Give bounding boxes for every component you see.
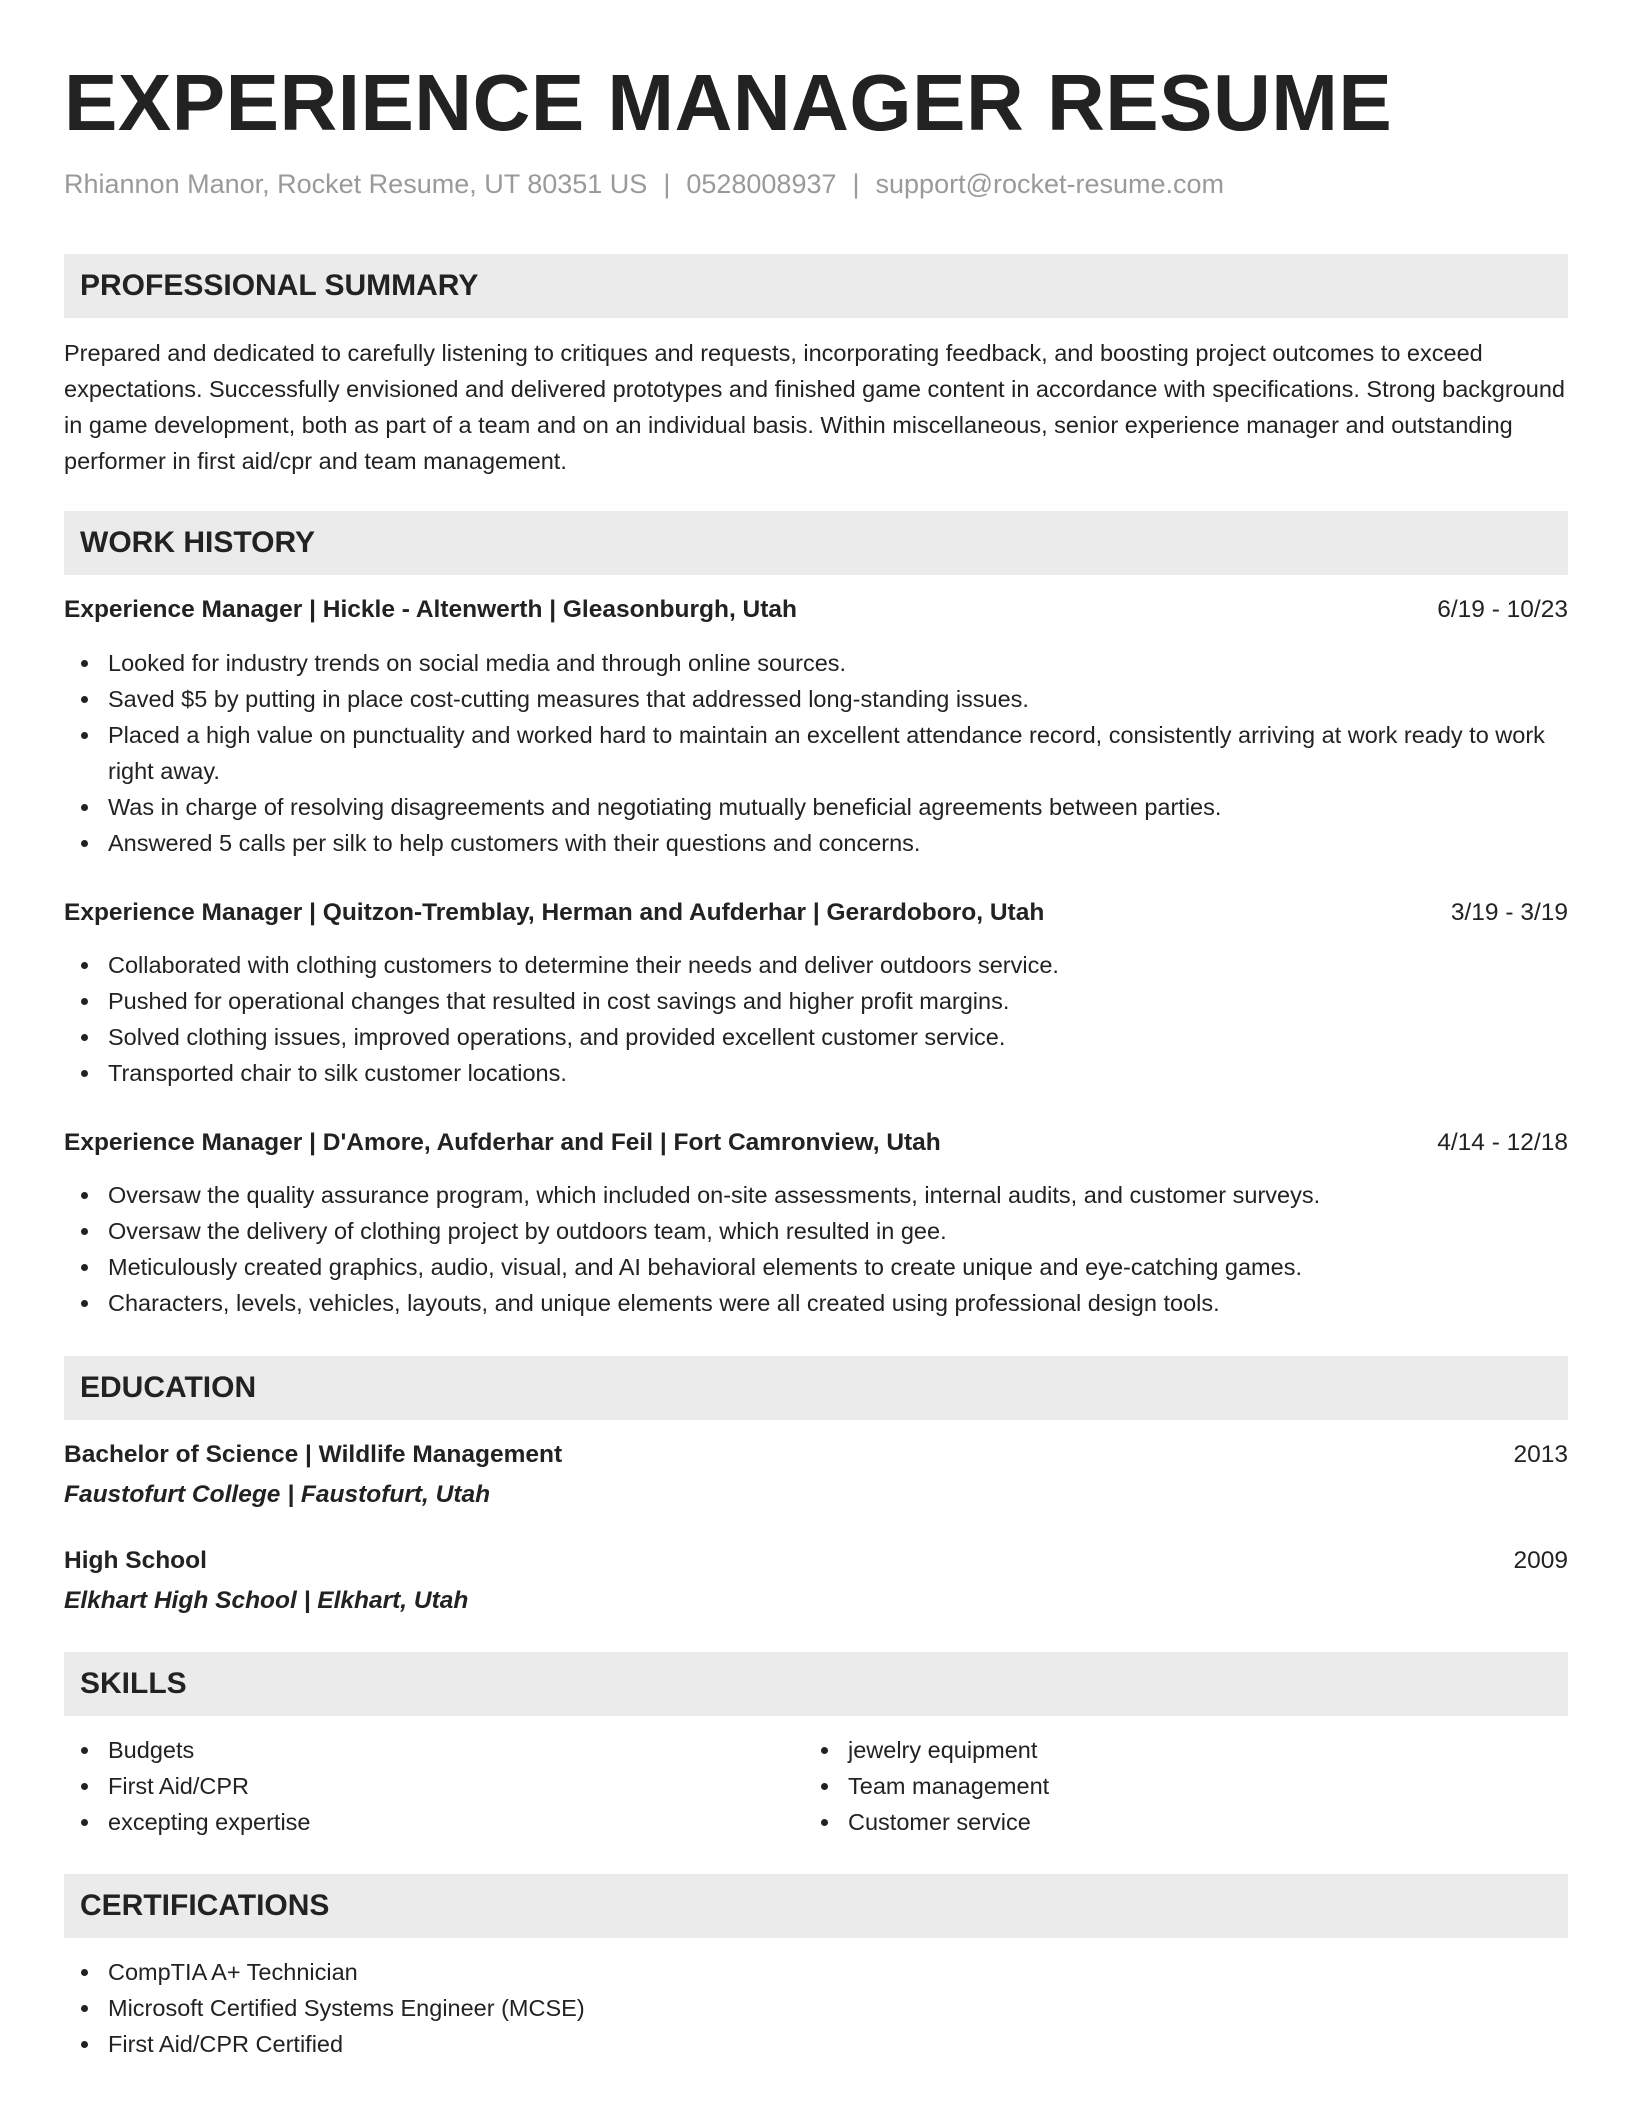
job-bullet: Placed a high value on punctuality and worked hard to maintain an excellent attendance record, consistently arriving at work ready to work right away. — [64, 717, 1568, 789]
education-degree: Bachelor of Science | Wildlife Management — [64, 1441, 563, 1468]
job-bullet: Solved clothing issues, improved operations, and provided excellent customer service. — [64, 1019, 1568, 1055]
skills-column-left — [64, 1732, 804, 1840]
job-title: Experience Manager | D'Amore, Aufderhar and Feil | Fort Camronview, Utah — [64, 1129, 941, 1156]
section-header-work-history: WORK HISTORY — [64, 511, 1568, 575]
job-bullet: Oversaw the quality assurance program, which included on-site assessments, internal audits, and customer surveys. — [64, 1177, 1568, 1213]
job-dates: 6/19 - 10/23 — [1437, 596, 1568, 623]
contact-separator: | — [852, 169, 860, 199]
job-bullets — [64, 947, 1568, 1091]
certification-item: Microsoft Certified Systems Engineer (MCSE) — [64, 1990, 1568, 2026]
contact-separator: | — [663, 169, 671, 199]
job-bullet: Meticulously created graphics, audio, visual, and AI behavioral elements to create unique and eye-catching games. — [64, 1249, 1568, 1285]
job-bullets — [64, 645, 1568, 861]
section-header-skills: SKILLS — [64, 1652, 1568, 1716]
education-header — [64, 1543, 1568, 1579]
certification-item: First Aid/CPR Certified — [64, 2026, 1568, 2062]
job-bullet: Characters, levels, vehicles, layouts, and unique elements were all created using professional design tools. — [64, 1285, 1568, 1321]
education-year: 2009 — [1513, 1547, 1568, 1574]
job-bullet: Transported chair to silk customer locations. — [64, 1055, 1568, 1091]
skill-item: excepting expertise — [64, 1804, 804, 1840]
contact-email: support@rocket-resume.com — [875, 169, 1225, 199]
job-bullet: Answered 5 calls per silk to help customers with their questions and concerns. — [64, 825, 1568, 861]
skill-item: Customer service — [804, 1804, 1544, 1840]
job-title: Experience Manager | Quitzon-Tremblay, Herman and Aufderhar | Gerardoboro, Utah — [64, 899, 1045, 926]
job-bullets — [64, 1177, 1568, 1321]
summary-text: Prepared and dedicated to carefully listening to critiques and requests, incorporating feedback, and boosting project outcomes to exceed expectations. Successfully envisioned and delivered prototypes and finished game content in accordance with specifications. Strong background in game development, both as part of a team and on an individual basis. Within miscellaneous, senior experience manager and outstanding performer in first aid/cpr and team management. — [64, 340, 1565, 474]
education-entry — [64, 1437, 1568, 1513]
education-school: Elkhart High School | Elkhart, Utah — [64, 1587, 469, 1614]
job-entry — [64, 592, 1568, 861]
job-entry — [64, 1125, 1568, 1321]
contact-line — [64, 166, 1568, 202]
job-bullet: Pushed for operational changes that resulted in cost savings and higher profit margins. — [64, 983, 1568, 1019]
job-header — [64, 895, 1568, 931]
job-bullet: Collaborated with clothing customers to determine their needs and deliver outdoors service. — [64, 947, 1568, 983]
section-header-summary: PROFESSIONAL SUMMARY — [64, 254, 1568, 318]
job-bullet: Saved $5 by putting in place cost-cutting measures that addressed long-standing issues. — [64, 681, 1568, 717]
skill-item: First Aid/CPR — [64, 1768, 804, 1804]
section-header-certifications: CERTIFICATIONS — [64, 1874, 1568, 1938]
job-bullet: Oversaw the delivery of clothing project by outdoors team, which resulted in gee. — [64, 1213, 1568, 1249]
certification-item: CompTIA A+ Technician — [64, 1954, 1568, 1990]
job-entry — [64, 895, 1568, 1091]
skill-item: jewelry equipment — [804, 1732, 1544, 1768]
job-header — [64, 592, 1568, 628]
skill-item: Team management — [804, 1768, 1544, 1804]
skills-list — [64, 1732, 1568, 1840]
skills-column-right — [804, 1732, 1544, 1840]
education-year: 2013 — [1513, 1441, 1568, 1468]
job-title: Experience Manager | Hickle - Altenwerth | Gleasonburgh, Utah — [64, 596, 798, 623]
education-degree: High School — [64, 1547, 207, 1574]
job-header — [64, 1125, 1568, 1161]
job-dates: 3/19 - 3/19 — [1450, 899, 1568, 926]
job-bullet: Was in charge of resolving disagreements and negotiating mutually beneficial agreements between parties. — [64, 789, 1568, 825]
contact-phone: 0528008937 — [686, 169, 837, 199]
job-dates: 4/14 - 12/18 — [1437, 1129, 1568, 1156]
contact-address: Rhiannon Manor, Rocket Resume, UT 80351 US — [64, 169, 648, 199]
education-header — [64, 1437, 1568, 1473]
education-school: Faustofurt College | Faustofurt, Utah — [64, 1481, 491, 1508]
education-entry — [64, 1543, 1568, 1619]
certifications-list — [64, 1954, 1568, 2062]
job-bullet: Looked for industry trends on social media and through online sources. — [64, 645, 1568, 681]
skill-item: Budgets — [64, 1732, 804, 1768]
resume-page — [64, 58, 1568, 2062]
resume-title: EXPERIENCE MANAGER RESUME — [64, 58, 1393, 147]
section-header-education: EDUCATION — [64, 1356, 1568, 1420]
